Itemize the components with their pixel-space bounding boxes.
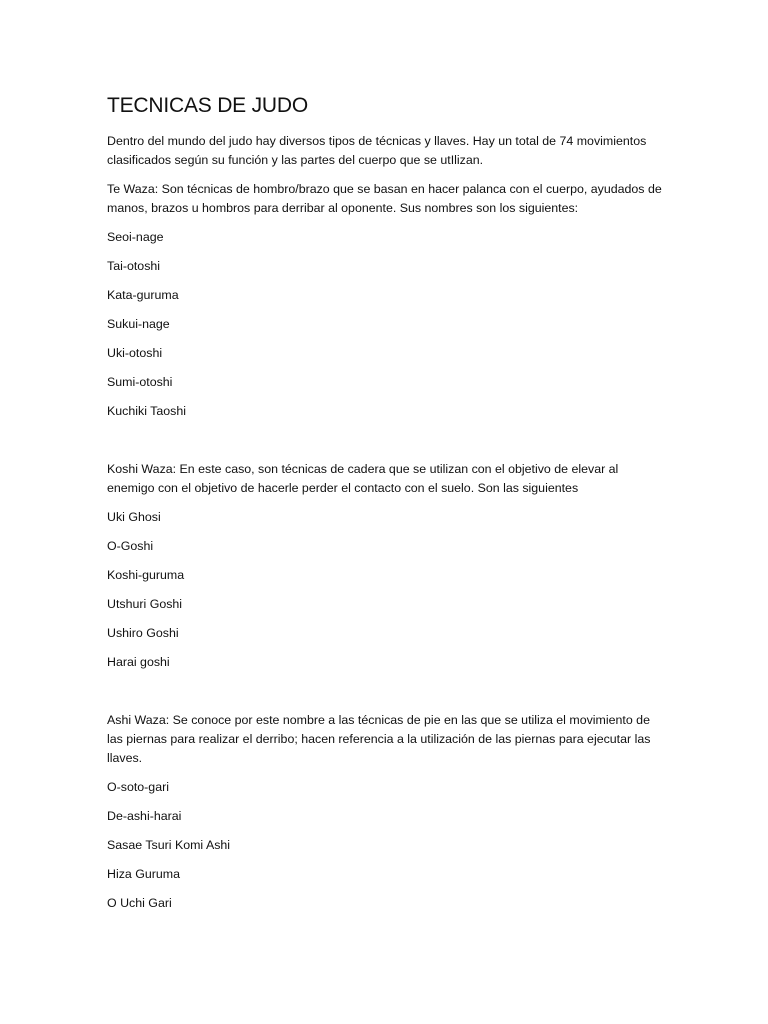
technique-item: Uki Ghosi bbox=[107, 510, 161, 524]
document-page bbox=[107, 92, 667, 923]
technique-item: Sumi-otoshi bbox=[107, 375, 173, 389]
section-description: Koshi Waza: En este caso, son técnicas de cadera que se utilizan con el objetivo de elevar al enemigo con el objetivo de hacerle perder el contacto con el suelo. Son las siguientes bbox=[107, 462, 619, 495]
technique-item: O Uchi Gari bbox=[107, 896, 172, 910]
technique-item: Tai-otoshi bbox=[107, 259, 161, 273]
section-spacer bbox=[107, 682, 667, 711]
technique-item: O-soto-gari bbox=[107, 780, 169, 794]
section-description: Te Waza: Son técnicas de hombro/brazo que se basan en hacer palanca con el cuerpo, ayudados de manos, brazos u hombros para derribar al oponente. Sus nombres son los siguientes: bbox=[107, 182, 662, 215]
technique-item: Harai goshi bbox=[107, 655, 170, 669]
document-title: TECNICAS DE JUDO bbox=[107, 94, 308, 117]
section-te-waza bbox=[107, 180, 667, 421]
section-koshi-waza bbox=[107, 460, 667, 672]
technique-item: Uki-otoshi bbox=[107, 346, 163, 360]
technique-item: Utshuri Goshi bbox=[107, 597, 183, 611]
technique-item: O-Goshi bbox=[107, 539, 154, 553]
technique-item: Sukui-nage bbox=[107, 317, 170, 331]
technique-item: Kuchiki Taoshi bbox=[107, 404, 186, 418]
technique-item: Hiza Guruma bbox=[107, 867, 180, 881]
technique-item: Seoi-nage bbox=[107, 230, 164, 244]
technique-item: Sasae Tsuri Komi Ashi bbox=[107, 838, 231, 852]
technique-item: De-ashi-harai bbox=[107, 809, 182, 823]
section-spacer bbox=[107, 431, 667, 460]
section-ashi-waza bbox=[107, 711, 667, 913]
section-description: Ashi Waza: Se conoce por este nombre a las técnicas de pie en las que se utiliza el movimiento de las piernas para realizar el derribo; hacen referencia a la utilización de las piernas para ejecutar las llaves. bbox=[107, 713, 651, 765]
intro-paragraph: Dentro del mundo del judo hay diversos tipos de técnicas y llaves. Hay un total de 74 movimientos clasificados según su función y las partes del cuerpo que se utIlizan. bbox=[107, 134, 647, 167]
technique-item: Koshi-guruma bbox=[107, 568, 185, 582]
technique-item: Ushiro Goshi bbox=[107, 626, 179, 640]
technique-item: Kata-guruma bbox=[107, 288, 179, 302]
